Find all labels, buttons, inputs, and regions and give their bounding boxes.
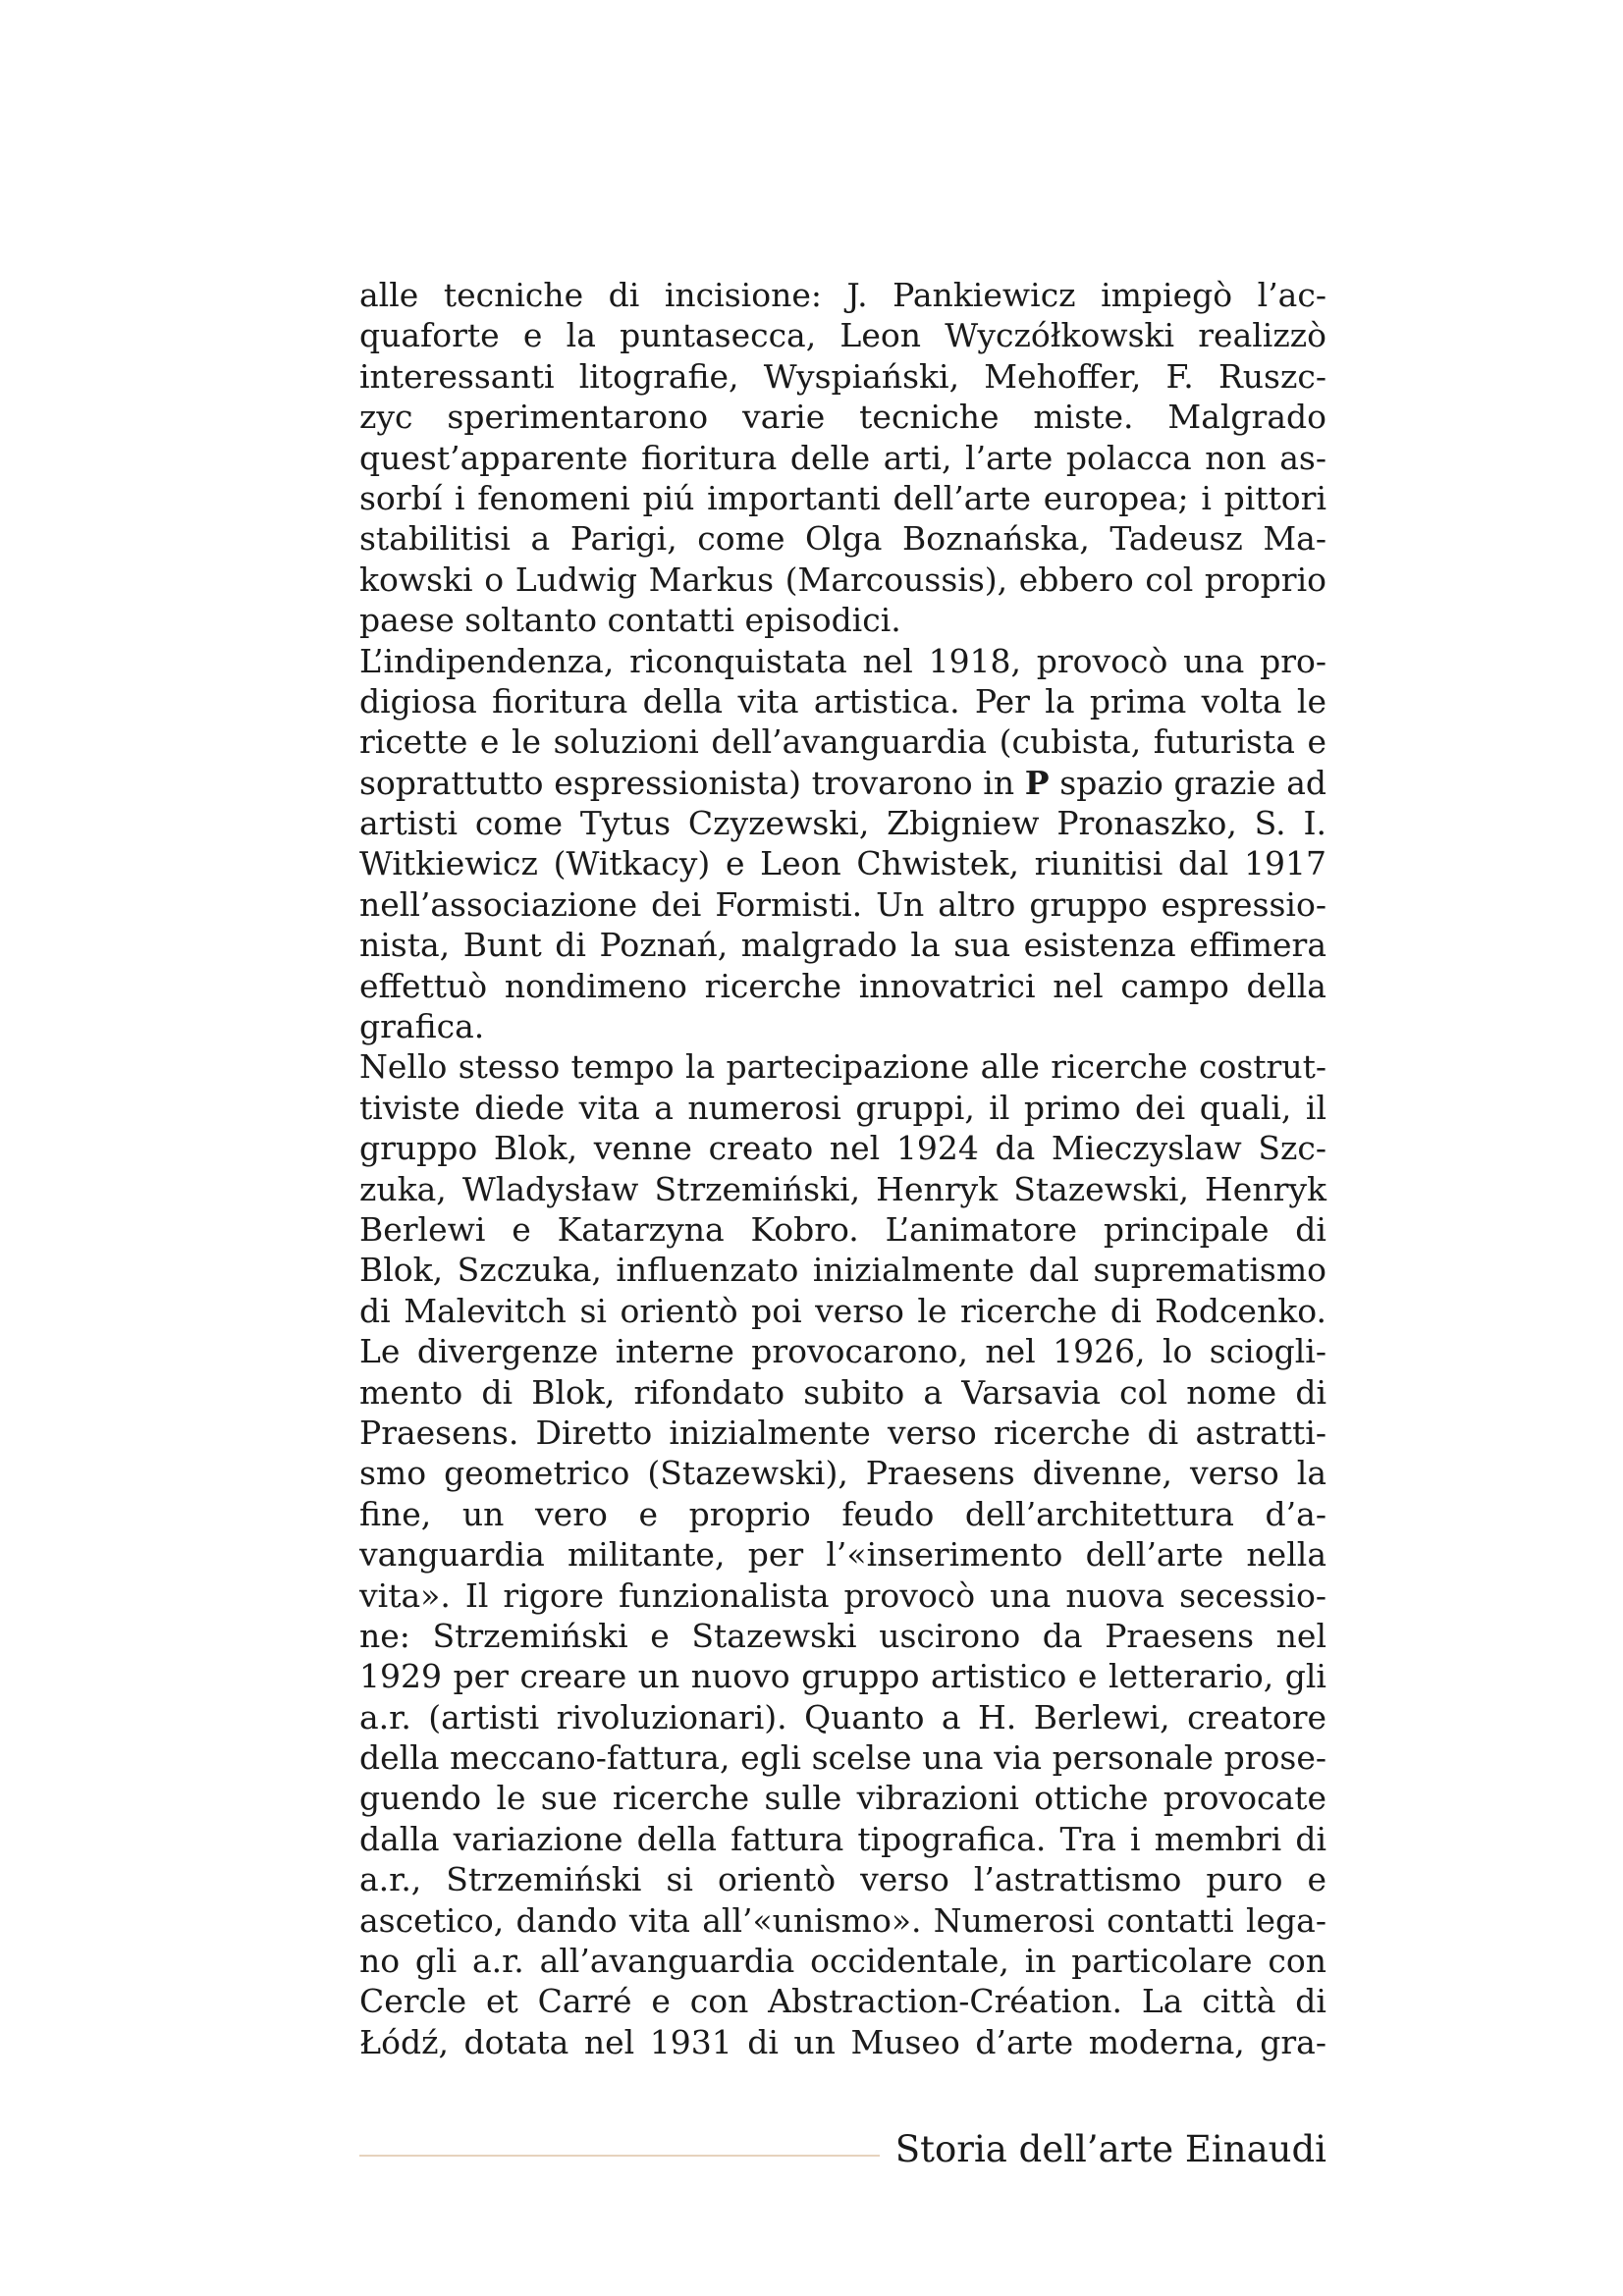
- text-line: fine, un vero e proprio feudo dell’architettura d’a-: [359, 1494, 1326, 1533]
- text-line: interessanti litografie, Wyspiański, Mehoffer, F. Ruszc-: [359, 356, 1326, 396]
- text-line: ascetico, dando vita all’«unismo». Numerosi contatti lega-: [359, 1900, 1326, 1940]
- text-line: di Malevitch si orientò poi verso le ricerche di Rodcenko.: [359, 1291, 1326, 1330]
- text-line: Le divergenze interne provocarono, nel 1926, lo sciogli-: [359, 1332, 1326, 1371]
- text-line: Cercle et Carré e con Abstraction-Création. La città di: [359, 1982, 1326, 2021]
- text-line: ne: Strzemiński e Stazewski uscirono da Praesens nel: [359, 1616, 1326, 1655]
- text-line: vita». Il rigore funzionalista provocò una nuova secessio-: [359, 1575, 1326, 1615]
- text-line: quest’apparente fioritura delle arti, l’arte polacca non as-: [359, 438, 1326, 477]
- text-segment: soprattutto espressionista) trovarono in: [359, 763, 1025, 802]
- text-line: quaforte e la puntasecca, Leon Wyczółkowski realizzò: [359, 316, 1326, 355]
- text-line: paese soltanto contatti episodici.: [359, 601, 901, 640]
- text-line: smo geometrico (Stazewski), Praesens divenne, verso la: [359, 1454, 1326, 1493]
- text-line-with-bold: [359, 763, 1326, 803]
- footer-title: Storia dell’arte Einaudi: [894, 2128, 1326, 2170]
- text-line: effettuò nondimeno ricerche innovatrici nel campo della: [359, 966, 1326, 1005]
- text-line: mento di Blok, rifondato subito a Varsavia col nome di: [359, 1372, 1326, 1412]
- text-line: artisti come Tytus Czyzewski, Zbigniew Pronaszko, S. I.: [359, 804, 1326, 843]
- text-line: Praesens. Diretto inizialmente verso ricerche di astratti-: [359, 1413, 1326, 1452]
- text-line: Witkiewicz (Witkacy) e Leon Chwistek, riunitisi dal 1917: [359, 844, 1326, 883]
- text-line: Berlewi e Katarzyna Kobro. L’animatore principale di: [359, 1209, 1326, 1249]
- text-line: grafica.: [359, 1007, 485, 1046]
- footer-rule: [359, 2155, 880, 2157]
- text-segment: spazio grazie ad: [1049, 763, 1326, 802]
- text-line: ricette e le soluzioni dell’avanguardia (cubista, futurista e: [359, 722, 1326, 762]
- text-line: nell’associazione dei Formisti. Un altro gruppo espressio-: [359, 884, 1326, 924]
- text-line: gruppo Blok, venne creato nel 1924 da Mieczyslaw Szc-: [359, 1129, 1326, 1168]
- text-line: L’indipendenza, riconquistata nel 1918, provocò una pro-: [359, 641, 1326, 680]
- text-line: dalla variazione della fattura tipografica. Tra i membri di: [359, 1819, 1326, 1858]
- text-line: vanguardia militante, per l’«inserimento dell’arte nella: [359, 1535, 1326, 1575]
- text-line: no gli a.r. all’avanguardia occidentale, in particolare con: [359, 1942, 1326, 1981]
- text-line: Łódź, dotata nel 1931 di un Museo d’arte moderna, gra-: [359, 2022, 1326, 2061]
- page-footer: [359, 2125, 1326, 2174]
- body-text: [359, 275, 1326, 2062]
- text-line: guendo le sue ricerche sulle vibrazioni ottiche provocate: [359, 1779, 1326, 1818]
- text-line: stabilitisi a Parigi, come Olga Boznańska, Tadeusz Ma-: [359, 519, 1326, 559]
- text-line: a.r., Strzemiński si orientò verso l’astrattismo puro e: [359, 1860, 1326, 1899]
- text-line: zuka, Wladysław Strzemiński, Henryk Stazewski, Henryk: [359, 1169, 1326, 1208]
- text-line: sorbí i fenomeni piú importanti dell’arte europea; i pittori: [359, 478, 1326, 517]
- text-line: Blok, Szczuka, influenzato inizialmente dal suprematismo: [359, 1251, 1326, 1290]
- bold-initial: P: [1024, 763, 1050, 802]
- text-line: nista, Bunt di Poznań, malgrado la sua esistenza effimera: [359, 926, 1326, 965]
- text-line: della meccano-fattura, egli scelse una via personale prose-: [359, 1738, 1326, 1778]
- text-line: Nello stesso tempo la partecipazione alle ricerche costrut-: [359, 1047, 1326, 1087]
- text-line: kowski o Ludwig Markus (Marcoussis), ebbero col proprio: [359, 560, 1326, 599]
- text-line: alle tecniche di incisione: J. Pankiewicz impiegò l’ac-: [359, 276, 1326, 314]
- text-line: tiviste diede vita a numerosi gruppi, il primo dei quali, il: [359, 1088, 1326, 1127]
- text-line: 1929 per creare un nuovo gruppo artistico e letterario, gli: [359, 1657, 1326, 1696]
- text-line: a.r. (artisti rivoluzionari). Quanto a H. Berlewi, creatore: [359, 1697, 1326, 1736]
- text-line: zyc sperimentarono varie tecniche miste. Malgrado: [359, 398, 1326, 437]
- text-line: digiosa fioritura della vita artistica. Per la prima volta le: [359, 681, 1326, 721]
